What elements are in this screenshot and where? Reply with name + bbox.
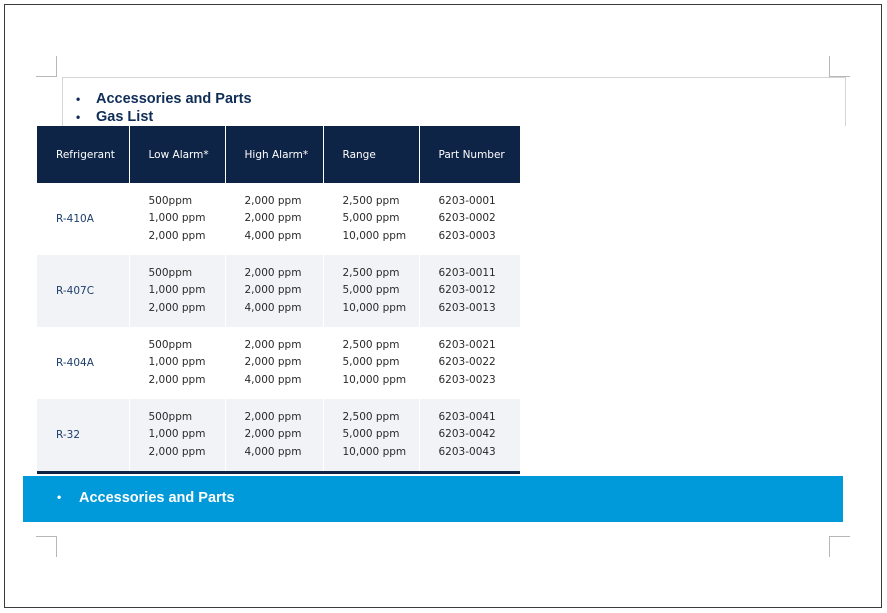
value: 6203-0041 bbox=[438, 410, 496, 423]
value: 4,000 ppm bbox=[244, 445, 302, 458]
part-number-cell bbox=[419, 327, 520, 399]
accessories-banner[interactable] bbox=[23, 476, 843, 522]
value: 6203-0023 bbox=[438, 373, 496, 386]
header-range: Range bbox=[323, 126, 419, 183]
gas-list-table bbox=[37, 126, 520, 474]
value: 6203-0042 bbox=[438, 428, 496, 441]
high-alarm-cell bbox=[225, 327, 323, 399]
value: 2,000 ppm bbox=[244, 338, 302, 351]
value: 1,000 ppm bbox=[148, 284, 206, 297]
value: 1,000 ppm bbox=[148, 428, 206, 441]
bullet-item-accessories[interactable] bbox=[74, 90, 252, 108]
refrigerant-cell: R-407C bbox=[37, 255, 129, 327]
value: 6203-0012 bbox=[438, 284, 496, 297]
header-low-alarm: Low Alarm* bbox=[129, 126, 225, 183]
low-alarm-cell bbox=[129, 399, 225, 473]
low-alarm-cell bbox=[129, 327, 225, 399]
range-cell bbox=[323, 399, 419, 473]
value: 10,000 ppm bbox=[342, 445, 407, 458]
value: 6203-0043 bbox=[438, 445, 496, 458]
value: 500ppm bbox=[148, 410, 193, 423]
high-alarm-cell bbox=[225, 255, 323, 327]
value: 5,000 ppm bbox=[342, 284, 400, 297]
value: 6203-0021 bbox=[438, 338, 496, 351]
value: 5,000 ppm bbox=[342, 356, 400, 369]
range-cell bbox=[323, 255, 419, 327]
range-cell bbox=[323, 183, 419, 255]
range-cell bbox=[323, 327, 419, 399]
value: 2,000 ppm bbox=[244, 428, 302, 441]
bullet-icon: • bbox=[76, 110, 81, 124]
refrigerant-cell: R-404A bbox=[37, 327, 129, 399]
value: 1,000 ppm bbox=[148, 212, 206, 225]
header-part-number: Part Number bbox=[419, 126, 520, 183]
part-number-cell bbox=[419, 183, 520, 255]
low-alarm-cell bbox=[129, 255, 225, 327]
table-row bbox=[37, 183, 520, 255]
value: 2,000 ppm bbox=[244, 410, 302, 423]
value: 5,000 ppm bbox=[342, 428, 400, 441]
refrigerant-cell: R-32 bbox=[37, 399, 129, 473]
header-refrigerant: Refrigerant bbox=[37, 126, 129, 183]
part-number-cell bbox=[419, 255, 520, 327]
crop-mark-bottom-right bbox=[829, 536, 850, 557]
value: 2,000 ppm bbox=[244, 356, 302, 369]
value: 10,000 ppm bbox=[342, 373, 407, 386]
header-high-alarm: High Alarm* bbox=[225, 126, 323, 183]
value: 4,000 ppm bbox=[244, 373, 302, 386]
value: 2,500 ppm bbox=[342, 338, 400, 351]
value: 2,000 ppm bbox=[244, 212, 302, 225]
crop-mark-bottom-left bbox=[36, 536, 57, 557]
table-header-row bbox=[37, 126, 520, 183]
bullet-label: Accessories and Parts bbox=[96, 91, 252, 107]
value: 500ppm bbox=[148, 194, 193, 207]
bullet-label: Gas List bbox=[96, 109, 154, 125]
value: 2,500 ppm bbox=[342, 410, 400, 423]
table-row bbox=[37, 255, 520, 327]
value: 5,000 ppm bbox=[342, 212, 400, 225]
value: 6203-0002 bbox=[438, 212, 496, 225]
crop-mark-top-right bbox=[829, 56, 850, 77]
value: 6203-0003 bbox=[438, 229, 496, 242]
table-row bbox=[37, 399, 520, 473]
value: 2,000 ppm bbox=[244, 284, 302, 297]
high-alarm-cell bbox=[225, 399, 323, 473]
value: 2,000 ppm bbox=[148, 373, 206, 386]
refrigerant-cell: R-410A bbox=[37, 183, 129, 255]
value: 2,500 ppm bbox=[342, 266, 400, 279]
value: 2,000 ppm bbox=[148, 229, 206, 242]
value: 500ppm bbox=[148, 338, 193, 351]
value: 4,000 ppm bbox=[244, 301, 302, 314]
banner-label: Accessories and Parts bbox=[79, 490, 235, 506]
table-row bbox=[37, 327, 520, 399]
value: 2,000 ppm bbox=[244, 266, 302, 279]
bullet-list bbox=[74, 90, 252, 126]
value: 6203-0011 bbox=[438, 266, 496, 279]
value: 10,000 ppm bbox=[342, 229, 407, 242]
value: 6203-0001 bbox=[438, 194, 496, 207]
value: 1,000 ppm bbox=[148, 356, 206, 369]
high-alarm-cell bbox=[225, 183, 323, 255]
value: 10,000 ppm bbox=[342, 301, 407, 314]
value: 2,000 ppm bbox=[148, 445, 206, 458]
banner-item bbox=[57, 490, 235, 506]
bullet-icon: • bbox=[57, 490, 62, 504]
crop-mark-top-left bbox=[36, 56, 57, 77]
low-alarm-cell bbox=[129, 183, 225, 255]
part-number-cell bbox=[419, 399, 520, 473]
value: 2,000 ppm bbox=[244, 194, 302, 207]
value: 6203-0013 bbox=[438, 301, 496, 314]
value: 2,000 ppm bbox=[148, 301, 206, 314]
value: 2,500 ppm bbox=[342, 194, 400, 207]
bullet-item-gas-list[interactable] bbox=[74, 108, 252, 126]
value: 500ppm bbox=[148, 266, 193, 279]
bullet-icon: • bbox=[76, 92, 81, 106]
value: 6203-0022 bbox=[438, 356, 496, 369]
value: 4,000 ppm bbox=[244, 229, 302, 242]
